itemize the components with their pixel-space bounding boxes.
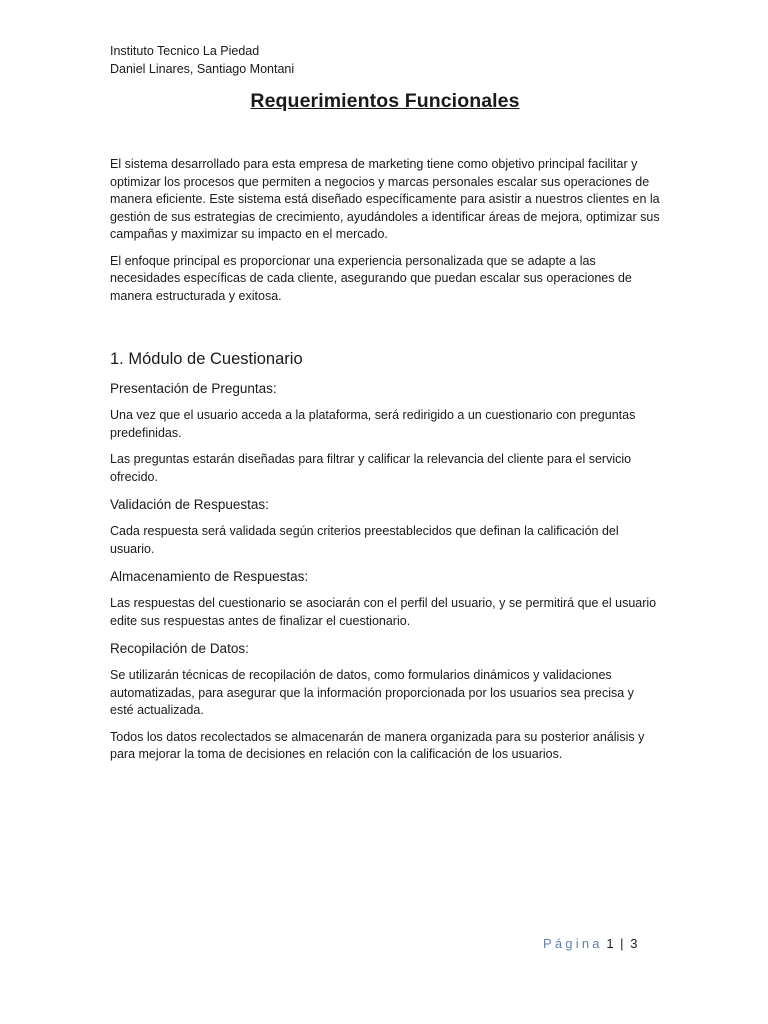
- intro-paragraph-2: El enfoque principal es proporcionar una experiencia personalizada que se adapte a las necesidades específicas de cada cliente, asegurando que puedan escalar sus operaciones de manera estructurada y exitosa.: [110, 253, 632, 303]
- paragraph: Cada respuesta será validada según criterios preestablecidos que definan la calificación del usuario.: [110, 524, 619, 556]
- intro-paragraph-1: El sistema desarrollado para esta empresa de marketing tiene como objetivo principal facilitar y optimizar los procesos que permiten a negocios y marcas personales escalar sus operaciones de manera eficiente. Este sistema está diseñado específicamente para asistir a nuestros clientes en la gestión de sus estrategias de crecimiento, ayudándoles a identificar áreas de mejora, optimizar sus campañas y maximizar su impacto en el mercado.: [110, 157, 660, 241]
- page-footer: [543, 935, 637, 953]
- header-institution: Instituto Tecnico La Piedad: [110, 44, 260, 58]
- paragraph: Las preguntas estarán diseñadas para filtrar y calificar la relevancia del cliente para el servicio ofrecido.: [110, 452, 632, 484]
- page-content: [110, 42, 660, 764]
- footer-separator: |: [620, 936, 624, 951]
- subsection-heading-recopilacion: Recopilación de Datos:: [110, 641, 249, 656]
- section-heading: 1. Módulo de Cuestionario: [110, 350, 303, 368]
- footer-total-pages: 3: [630, 936, 638, 951]
- footer-page-label: Página: [543, 936, 603, 951]
- subsection-heading-presentacion: Presentación de Preguntas:: [110, 381, 277, 396]
- paragraph: Se utilizarán técnicas de recopilación de datos, como formularios dinámicos y validaciones automatizadas, para asegurar que la información proporcionada por los usuarios sea precisa y esté actualizada.: [110, 668, 634, 717]
- paragraph: Una vez que el usuario acceda a la plataforma, será redirigido a un cuestionario con preguntas predefinidas.: [110, 408, 636, 440]
- subsection-heading-validacion: Validación de Respuestas:: [110, 497, 269, 512]
- footer-current-page: 1: [606, 936, 614, 951]
- paragraph: Todos los datos recolectados se almacenarán de manera organizada para su posterior análisis y para mejorar la toma de decisiones en relación con la calificación de los usuarios.: [110, 729, 645, 761]
- document-title: Requerimientos Funcionales: [250, 90, 520, 112]
- paragraph: Las respuestas del cuestionario se asociarán con el perfil del usuario, y se permitirá que el usuario edite sus respuestas antes de finalizar el cuestionario.: [110, 596, 657, 628]
- subsection-heading-almacenamiento: Almacenamiento de Respuestas:: [110, 569, 309, 584]
- header-authors: Daniel Linares, Santiago Montani: [110, 62, 295, 76]
